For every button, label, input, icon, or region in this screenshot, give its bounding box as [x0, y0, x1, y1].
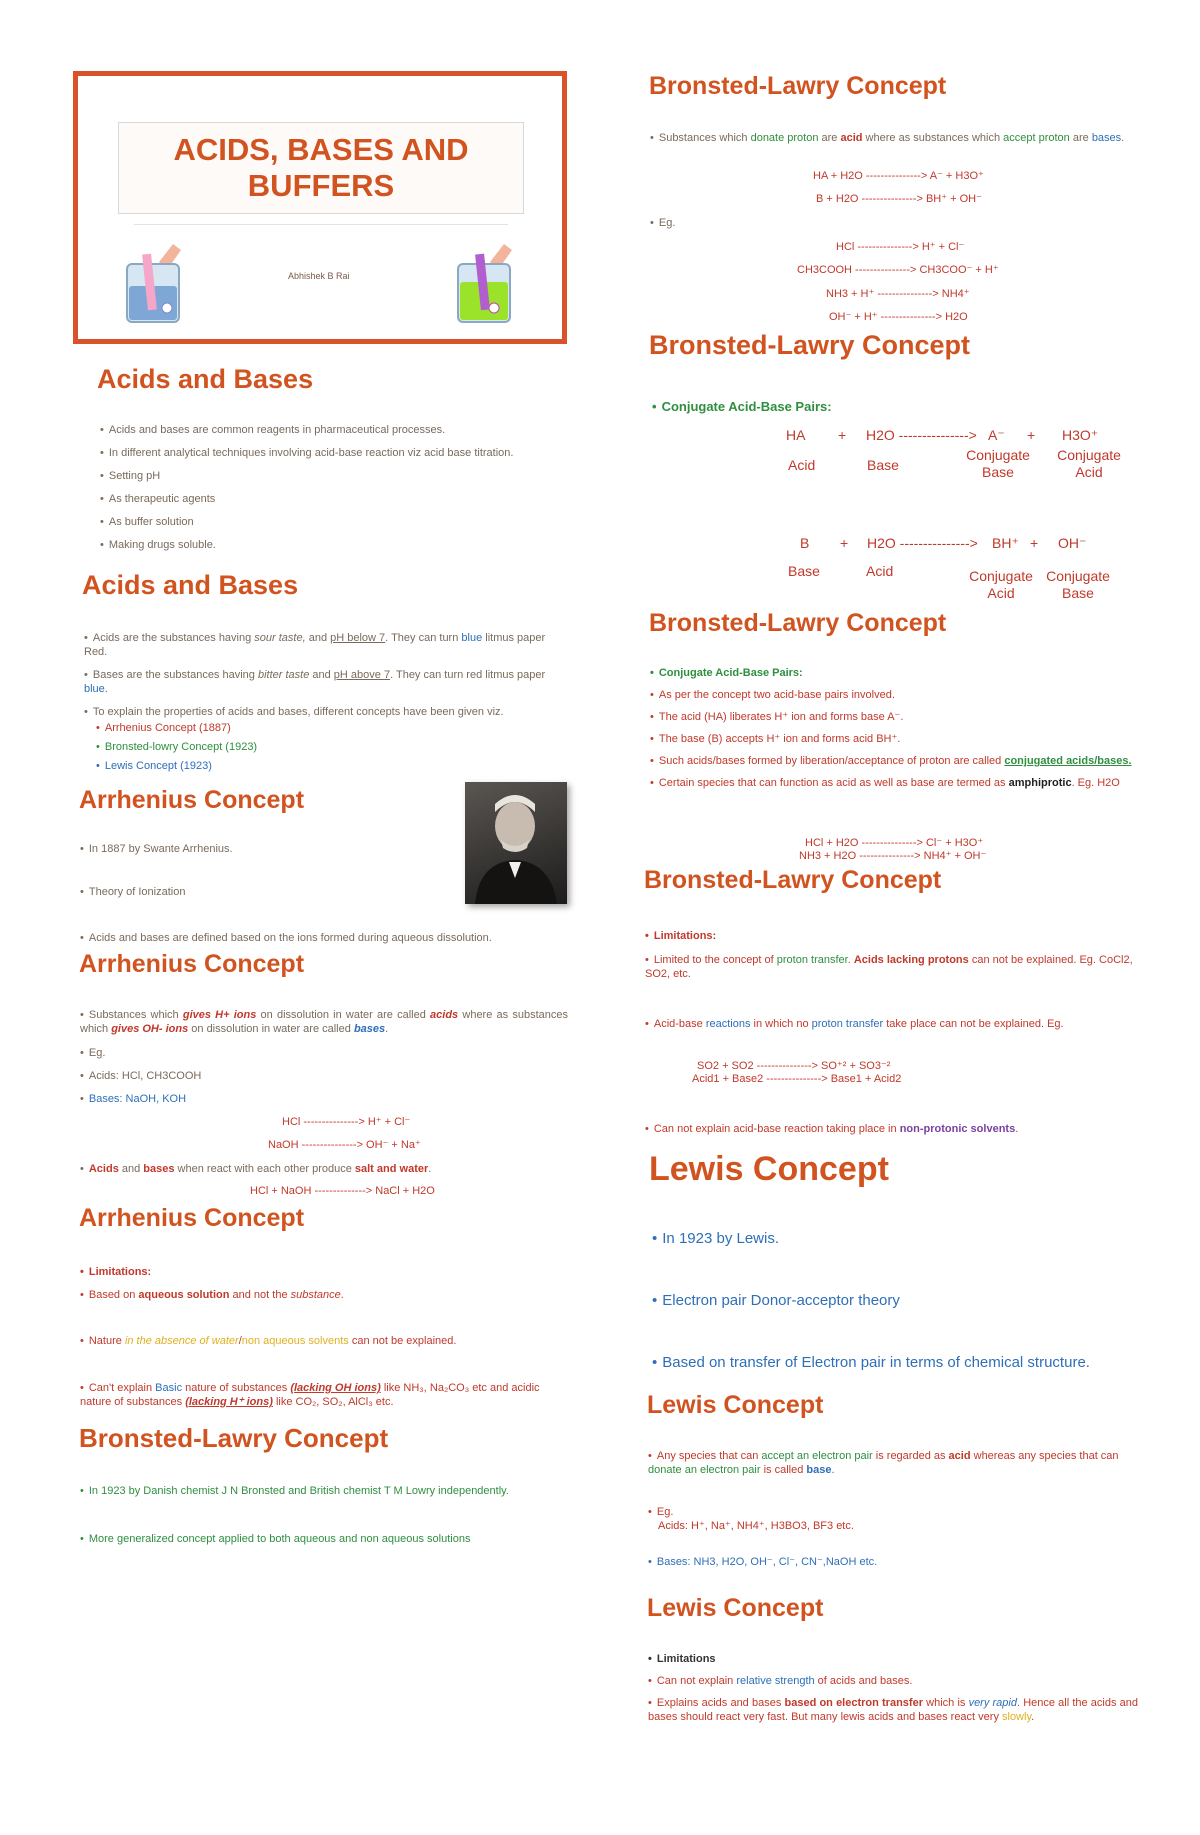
list-item: • Limitations: [648, 1652, 1138, 1666]
slide-title: Bronsted-Lawry Concept: [644, 866, 942, 894]
slide-title: Arrhenius Concept: [79, 786, 305, 814]
s9-body: [650, 666, 1140, 790]
list-item: • Substances which gives H+ ions on dissolution in water are called acids where as substances which gives OH- ions on dissolution in water are called bases.: [80, 1008, 568, 1036]
list-item: • Acids and bases are common reagents in pharmaceutical processes.: [100, 423, 570, 437]
s5-body: [80, 1334, 568, 1348]
reaction-term: +: [838, 427, 847, 443]
reaction-term: +: [840, 535, 849, 551]
reaction-label: Conjugate Base: [966, 447, 1030, 480]
list-item: • As buffer solution: [100, 515, 570, 529]
list-item: • Setting pH: [100, 469, 570, 483]
cover-divider: [134, 224, 508, 225]
s11-body: [652, 1354, 1152, 1372]
s5-body: [80, 1381, 568, 1409]
s7-body: [650, 216, 675, 230]
s12-body: [648, 1555, 1138, 1569]
list-item: • Based on transfer of Electron pair in terms of chemical structure.: [652, 1354, 1152, 1372]
list-item: • Acid-base reactions in which no proton transfer take place can not be explained. Eg.: [645, 1017, 1140, 1031]
list-item: • Lewis Concept (1923): [96, 759, 568, 773]
s1-list: [100, 423, 570, 552]
s3-body: [80, 885, 460, 899]
equation: HCl ---------------> H⁺ + Cl⁻: [836, 241, 965, 253]
cover-title: ACIDS, BASES AND BUFFERS: [173, 132, 469, 203]
reaction-label: Conjugate Acid: [1057, 447, 1121, 480]
list-item: • Can't explain Basic nature of substances (lacking OH ions) like NH₃, Na₂CO₃ etc and acidic nature of substances (lacking H⁺ ions) like CO₂, SO₂, AlCl₃ etc.: [80, 1381, 568, 1409]
list-item: • Making drugs soluble.: [100, 538, 570, 552]
list-item: • The base (B) accepts H⁺ ion and forms acid BH⁺.: [650, 732, 1140, 746]
s10-body: [645, 929, 1140, 981]
s4-body: [80, 1046, 560, 1106]
list-item: • Bases are the substances having bitter taste and pH above 7. They can turn red litmus paper blue.: [84, 668, 568, 696]
reaction-term: B: [800, 535, 810, 551]
list-item: • Substances which donate proton are acid where as substances which accept proton are bases.: [650, 131, 1138, 145]
s4-body: [80, 1162, 560, 1176]
list-item: • In different analytical techniques involving acid-base reaction viz acid base titration.: [100, 446, 570, 460]
s7-body: [650, 131, 1138, 145]
slide-title: Lewis Concept: [647, 1391, 824, 1419]
list-item: • Certain species that can function as acid as well as base are termed as amphiprotic. Eg. H2O: [650, 776, 1140, 790]
portrait-image: [465, 782, 567, 904]
s3-body: [80, 931, 570, 945]
s11-body: [652, 1292, 1142, 1310]
equation: Acid1 + Base2 ---------------> Base1 + Acid2: [692, 1073, 902, 1085]
list-item: • As per the concept two acid-base pairs involved.: [650, 688, 1140, 702]
list-item: • Electron pair Donor-acceptor theory: [652, 1292, 1142, 1310]
beaker-icon: [123, 242, 193, 326]
list-item: • Acids and bases are defined based on the ions formed during aqueous dissolution.: [80, 931, 570, 945]
list-item: • In 1887 by Swante Arrhenius.: [80, 842, 480, 856]
equation: SO2 + SO2 ---------------> SO⁺² + SO3⁻²: [697, 1060, 891, 1072]
list-item: • Based on aqueous solution and not the substance.: [80, 1288, 568, 1302]
list-item: • Such acids/bases formed by liberation/acceptance of proton are called conjugated acids/bases.: [650, 754, 1140, 768]
s3-body: [80, 842, 480, 856]
slide-title: Arrhenius Concept: [79, 1204, 305, 1232]
list-item: • As therapeutic agents: [100, 492, 570, 506]
list-item: • Eg.: [650, 216, 675, 230]
list-item: • Limitations:: [645, 929, 1140, 943]
reaction-label: Conjugate Acid: [969, 568, 1033, 601]
slide-title: Lewis Concept: [647, 1594, 824, 1622]
s10-body: [645, 1017, 1140, 1031]
slide-title: Acids and Bases: [82, 570, 299, 600]
list-item: • In 1923 by Danish chemist J N Bronsted and British chemist T M Lowry independently.: [80, 1484, 570, 1498]
list-item: • To explain the properties of acids and bases, different concepts have been given viz.: [84, 705, 568, 719]
s4-body: [80, 1008, 568, 1036]
equation: HCl ---------------> H⁺ + Cl⁻: [282, 1116, 411, 1128]
list-item: • Limited to the concept of proton transfer. Acids lacking protons can not be explained. Eg. CoCl2, SO2, etc.: [645, 953, 1140, 981]
slide-title: Acids and Bases: [97, 364, 314, 394]
list-item: • Limitations:: [80, 1265, 568, 1279]
list-item: • Conjugate Acid-Base Pairs:: [650, 666, 1140, 680]
reaction-term: HA: [786, 427, 806, 443]
list-item: • Arrhenius Concept (1887): [96, 721, 568, 735]
reaction-label: Conjugate Base: [1046, 568, 1110, 601]
list-item: • Can not explain relative strength of acids and bases.: [648, 1674, 1138, 1688]
equation: HA + H2O ---------------> A⁻ + H3O⁺: [813, 170, 984, 182]
reaction-term: BH⁺: [992, 535, 1019, 551]
list-item: • More generalized concept applied to both aqueous and non aqueous solutions: [80, 1532, 570, 1546]
equation: NaOH ---------------> OH⁻ + Na⁺: [268, 1139, 421, 1151]
reaction-label: Acid: [788, 457, 816, 473]
beaker-icon: [454, 242, 524, 326]
cover-slide: [73, 71, 567, 344]
equation: NH3 + H2O ---------------> NH4⁺ + OH⁻: [799, 850, 987, 862]
list-item: • Conjugate Acid-Base Pairs:: [652, 399, 832, 415]
slide-title: Bronsted-Lawry Concept: [649, 609, 947, 637]
equation: OH⁻ + H⁺ ---------------> H2O: [829, 311, 968, 323]
reaction-term: OH⁻: [1058, 535, 1087, 551]
slide-title: Bronsted-Lawry Concept: [79, 1423, 389, 1453]
list-item: • Acids are the substances having sour taste, and pH below 7. They can turn blue litmus paper Red.: [84, 631, 568, 659]
reaction-label: Base: [867, 457, 899, 473]
reaction-term: H3O⁺: [1062, 427, 1099, 443]
equation: CH3COOH ---------------> CH3COO⁻ + H⁺: [797, 264, 999, 276]
equation: NH3 + H⁺ ---------------> NH4⁺: [826, 288, 970, 300]
reaction-label: Base: [788, 563, 820, 579]
cover-author: Abhishek B Rai: [288, 271, 350, 281]
equation: HCl + H2O ---------------> Cl⁻ + H3O⁺: [805, 837, 984, 849]
reaction-term: H2O --------------->: [866, 427, 977, 443]
s12-body: [648, 1449, 1138, 1477]
s6-body: [80, 1532, 570, 1546]
person-icon: [465, 782, 567, 904]
slide-title: Bronsted-Lawry Concept: [649, 330, 971, 360]
list-item: • Bronsted-lowry Concept (1923): [96, 740, 568, 754]
slide-title: Bronsted-Lawry Concept: [649, 72, 947, 100]
list-item: • Theory of Ionization: [80, 885, 460, 899]
list-item: • Nature in the absence of water/non aqueous solvents can not be explained.: [80, 1334, 568, 1348]
list-item: • Eg.: [648, 1505, 1138, 1519]
reaction-term: A⁻: [988, 427, 1005, 443]
list-item: • Bases: NH3, H2O, OH⁻, Cl⁻, CN⁻,NaOH etc.: [648, 1555, 1138, 1569]
s2-body: [84, 631, 568, 773]
list-item: • Eg.: [80, 1046, 560, 1060]
s6-body: [80, 1484, 570, 1498]
s10-body: [645, 1122, 1140, 1136]
equation: HCl + NaOH --------------> NaCl + H2O: [250, 1185, 435, 1197]
s8-body: [652, 399, 832, 415]
s13-body: [648, 1652, 1138, 1724]
reaction-term: +: [1027, 427, 1036, 443]
s12-body: [648, 1505, 1138, 1533]
list-item: • Acids and bases when react with each other produce salt and water.: [80, 1162, 560, 1176]
slide-title: Lewis Concept: [649, 1150, 889, 1188]
list-item: • The acid (HA) liberates H⁺ ion and forms base A⁻.: [650, 710, 1140, 724]
slide-title: Arrhenius Concept: [79, 950, 305, 978]
list-item: • Explains acids and bases based on electron transfer which is very rapid. Hence all the acids and bases should react very fast. But many lewis acids and bases react very slowly.: [648, 1696, 1138, 1724]
equation: B + H2O ---------------> BH⁺ + OH⁻: [816, 193, 982, 205]
s5-body: [80, 1265, 568, 1302]
list-item: • Any species that can accept an electron pair is regarded as acid whereas any species that can donate an electron pair is called base.: [648, 1449, 1138, 1477]
list-item: • Acids: HCl, CH3COOH: [80, 1069, 560, 1083]
list-item: • Can not explain acid-base reaction taking place in non-protonic solvents.: [645, 1122, 1140, 1136]
reaction-label: Acid: [866, 563, 894, 579]
cover-title-box: [118, 122, 524, 214]
reaction-term: H2O --------------->: [867, 535, 978, 551]
list-item: • In 1923 by Lewis.: [652, 1230, 1142, 1248]
list-subitem: Acids: H⁺, Na⁺, NH4⁺, H3BO3, BF3 etc.: [658, 1520, 854, 1532]
s11-body: [652, 1230, 1142, 1248]
reaction-term: +: [1030, 535, 1039, 551]
list-item: • Bases: NaOH, KOH: [80, 1092, 560, 1106]
